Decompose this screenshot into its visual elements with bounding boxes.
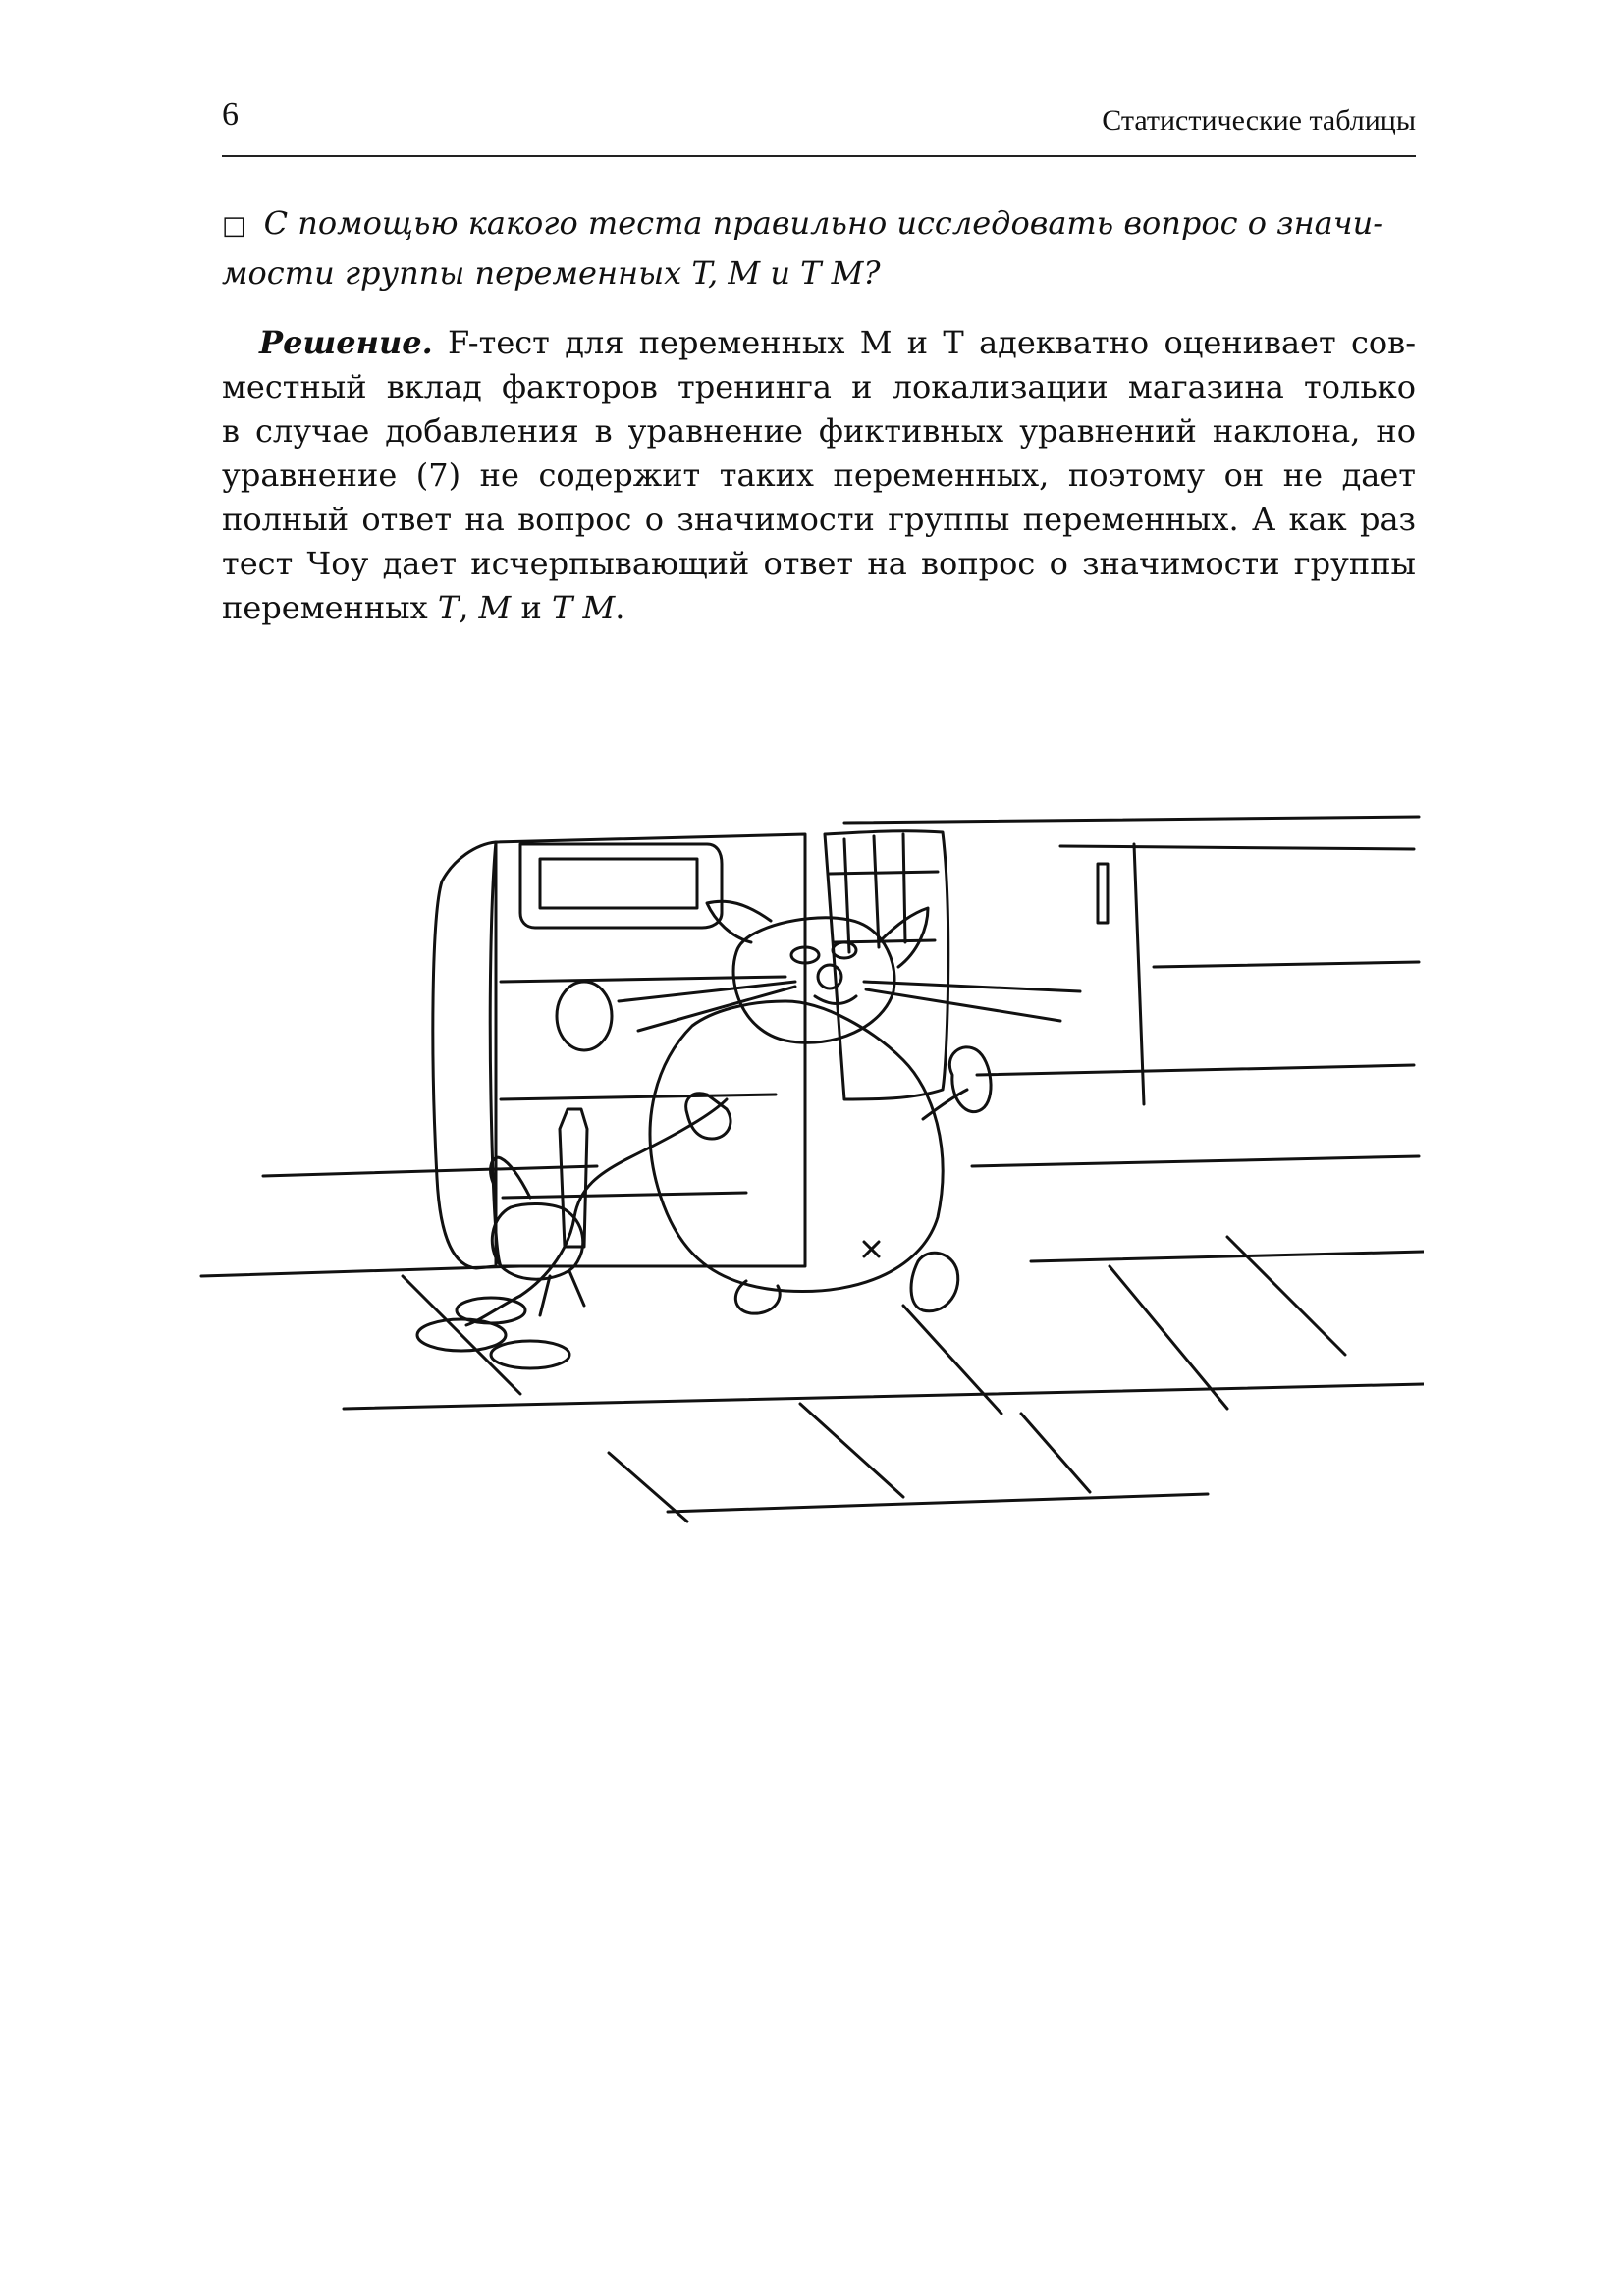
- solution-text-1: F-тест для переменных M и T адекватно оценивает сов-: [432, 324, 1416, 361]
- floor-line-6: [668, 1494, 1208, 1512]
- floor-diag-2: [609, 1453, 687, 1522]
- fridge-freezer-inner: [540, 859, 697, 908]
- cabinet-edge: [1134, 844, 1144, 1104]
- fridge-left-door: [433, 842, 496, 1268]
- jar: [557, 982, 612, 1050]
- floor-diag-6: [800, 1404, 903, 1497]
- solution-lead: Решение.: [259, 324, 433, 361]
- solution-line-6: тест Чоу дает исчерпывающий ответ на вопрос о значимости группы: [222, 545, 1416, 582]
- cat-paw-right: [949, 1047, 991, 1112]
- question-marker: □: [222, 211, 246, 240]
- fridge-freezer: [520, 844, 722, 928]
- floor-line-2: [972, 1156, 1419, 1166]
- fridge-shelf-3: [503, 1193, 746, 1198]
- var-tm: T M: [551, 589, 616, 626]
- floor-line-5: [344, 1384, 1424, 1409]
- floor-diag-3: [903, 1306, 1001, 1414]
- solution-line-3: в случае добавления в уравнение фиктивных уравнений наклона, но: [222, 412, 1416, 450]
- counter-top: [1060, 846, 1414, 849]
- floor-diag-1: [403, 1276, 520, 1394]
- var-m: M: [478, 589, 512, 626]
- question-line-1: [222, 199, 1416, 249]
- cabinet-handle: [1098, 864, 1108, 923]
- floor-diag-7: [1021, 1414, 1090, 1492]
- counter-base: [977, 1065, 1414, 1075]
- var-t: T: [437, 589, 460, 626]
- cat-nose: [818, 965, 841, 988]
- conjunction: и: [511, 589, 552, 626]
- solution-text-7: переменных: [222, 589, 438, 626]
- cat-eye-right: [833, 942, 856, 958]
- fridge-body: [490, 834, 805, 1266]
- sausage-3: [457, 1298, 525, 1323]
- running-title: Статистические таблицы: [1102, 104, 1416, 136]
- solution-line-7: [222, 586, 1416, 630]
- sausage-2: [491, 1341, 569, 1368]
- floor-line-1: [263, 1166, 597, 1176]
- cat-ear-right: [879, 908, 928, 967]
- cartoon-illustration: [196, 805, 1424, 1531]
- fridge-shelf-2: [501, 1095, 776, 1099]
- solution-line-5: полный ответ на вопрос о значимости группы переменных. А как раз: [222, 501, 1416, 538]
- period: .: [615, 589, 625, 626]
- separator: ,: [459, 589, 479, 626]
- cat-belly-mark: [864, 1242, 879, 1256]
- wall-line: [844, 817, 1419, 823]
- page-header: [222, 96, 1416, 157]
- counter-bottom: [1154, 962, 1419, 967]
- cat-foot-right: [911, 1253, 958, 1310]
- solution-block: [222, 321, 1416, 630]
- cat-head: [733, 918, 894, 1042]
- floor-line-4: [1031, 1252, 1424, 1261]
- cat-whiskers: [619, 982, 1080, 1031]
- solution-line-4: уравнение (7) не содержит таких переменных, поэтому он не дает: [222, 456, 1416, 494]
- cat-body: [650, 1001, 943, 1292]
- question-line-2: мости группы переменных T, M и T M?: [222, 254, 881, 292]
- question-block: [222, 199, 1416, 296]
- floor-diag-4: [1110, 1266, 1227, 1409]
- solution-line-2: местный вклад факторов тренинга и локализации магазина только: [222, 368, 1416, 405]
- page-number: 6: [222, 96, 239, 133]
- question-text-1: С помощью какого теста правильно исследовать вопрос о значи-: [263, 204, 1384, 241]
- solution-line-1: [222, 321, 1416, 365]
- fridge-shelf-1: [501, 977, 785, 982]
- cat-fridge-drawing: [196, 805, 1424, 1531]
